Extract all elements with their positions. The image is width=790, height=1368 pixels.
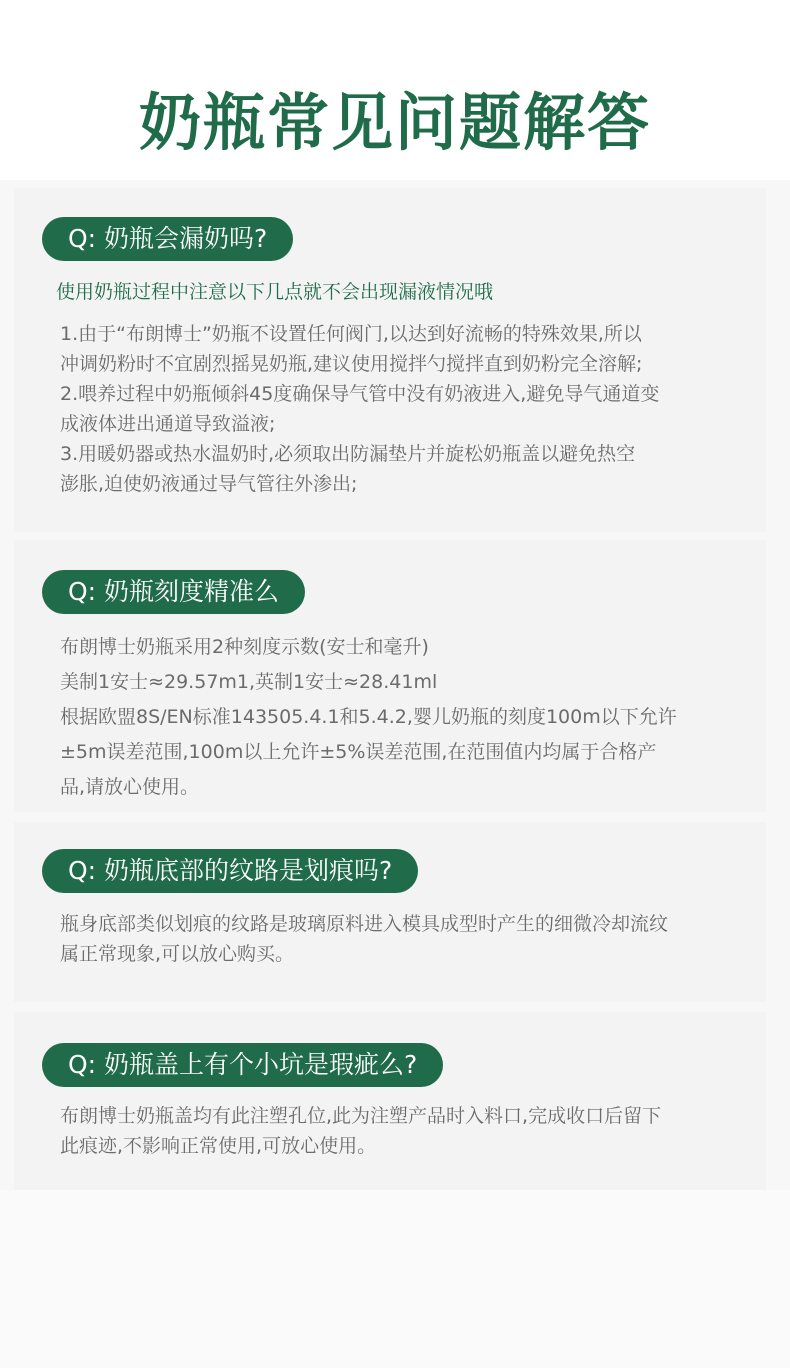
answer-line: 成液体进出通道导致溢液; — [60, 413, 276, 435]
answer-line: 此痕迹,不影响正常使用,可放心使用。 — [60, 1135, 377, 1157]
answer-line: 冲调奶粉时不宜剧烈摇晃奶瓶,建议使用搅拌勺搅拌直到奶粉完全溶解; — [60, 353, 643, 375]
answer-line: 澎胀,迫使奶液通过导气管往外渗出; — [60, 473, 358, 495]
page-title: 奶瓶常见问题解答 — [138, 86, 651, 159]
answer-line: 3.用暖奶器或热水温奶时,必须取出防漏垫片并旋松奶瓶盖以避免热空 — [60, 443, 636, 465]
answer-line: 美制1安士≈29.57m1,英制1安士≈28.41ml — [60, 671, 438, 693]
faq-answer-1 — [60, 319, 760, 499]
answer-line: 根据欧盟8S/EN标准143505.4.1和5.4.2,婴儿奶瓶的刻度100m以下允许 — [60, 706, 677, 728]
faq-answer-3 — [60, 909, 760, 969]
faq-question-2: Q: 奶瓶刻度精准么 — [42, 570, 305, 614]
answer-line: 瓶身底部类似划痕的纹路是玻璃原料进入模具成型时产生的细微冷却流纹 — [60, 913, 669, 935]
answer-line: 布朗博士奶瓶盖均有此注塑孔位,此为注塑产品时入料口,完成收口后留下 — [60, 1105, 662, 1127]
answer-line: ±5m误差范围,100m以上允许±5%误差范围,在范围值内均属于合格产 — [60, 741, 657, 763]
faq-question-3: Q: 奶瓶底部的纹路是划痕吗? — [42, 849, 418, 893]
faq-answer-2 — [60, 630, 760, 805]
answer-line: 1.由于“布朗博士”奶瓶不设置任何阀门,以达到好流畅的特殊效果,所以 — [60, 323, 642, 345]
answer-line: 属正常现象,可以放心购买。 — [60, 943, 295, 965]
faq-answer-4 — [60, 1101, 760, 1161]
answer-line: 布朗博士奶瓶采用2种刻度示数(安士和毫升) — [60, 636, 429, 658]
answer-line: 品,请放心使用。 — [60, 776, 200, 798]
faq-question-1: Q: 奶瓶会漏奶吗? — [42, 217, 293, 261]
faq-lead-1: 使用奶瓶过程中注意以下几点就不会出现漏液情况哦 — [56, 281, 494, 303]
answer-line: 2.喂养过程中奶瓶倾斜45度确保导气管中没有奶液进入,避免导气通道变 — [60, 383, 660, 405]
faq-question-4: Q: 奶瓶盖上有个小坑是瑕疵么? — [42, 1043, 443, 1087]
